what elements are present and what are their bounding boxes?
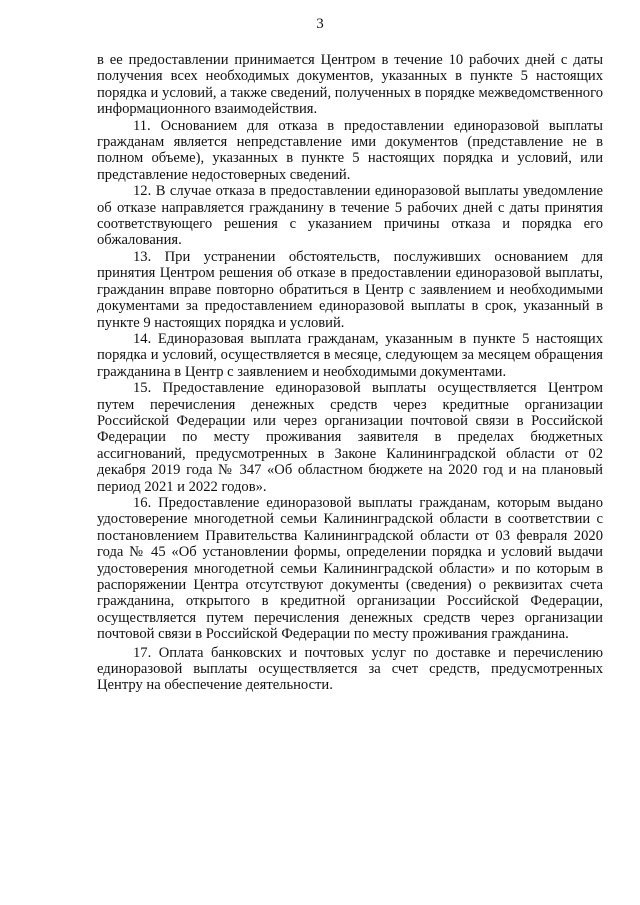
paragraph-17: 17. Оплата банковских и почтовых услуг по доставке и перечислению единоразовой выплаты осуществляется за счет средств, предусмотренных Центру на обеспечение деятельности.	[97, 644, 603, 694]
paragraph-continuation: в ее предоставлении принимается Центром в течение 10 рабочих дней с даты получения всех необходимых документов, указанных в пункте 5 настоящих порядка и условий, а также сведений, полученных в порядке межведомственного информационного взаимодействия.	[97, 52, 603, 118]
paragraph-16: 16. Предоставление единоразовой выплаты гражданам, которым выдано удостоверение многодетной семьи Калининградской области в соответствии с постановлением Правительства Калининградской области от 03 февраля 2020 года № 45 «Об установлении формы, определении порядка и условий выдачи удостоверения многодетной семьи Калининградской области» и по которым в распоряжении Центра отсутствуют документы (сведения) о реквизитах счета гражданина, открытого в кредитной организации Российской Федерации, осуществляется путем перечисления денежных средств через организации почтовой связи в Российской Федерации по месту проживания гражданина.	[97, 494, 603, 643]
paragraph-13: 13. При устранении обстоятельств, послуживших основанием для принятия Центром решения об отказе в предоставлении единоразовой выплаты, гражданин вправе повторно обратиться в Центр с заявлением и необходимыми документами за предоставлением единоразовой выплаты в срок, указанный в пункте 9 настоящих порядка и условий.	[97, 248, 603, 331]
paragraph-14: 14. Единоразовая выплата гражданам, указанным в пункте 5 настоящих порядка и условий, осуществляется в месяце, следующем за месяцем обращения гражданина в Центр с заявлением и необходимыми документами.	[97, 330, 603, 380]
page-number: 3	[316, 16, 324, 32]
document-body	[97, 52, 603, 694]
paragraph-11: 11. Основанием для отказа в предоставлении единоразовой выплаты гражданам является непредставление ими документов (представление не в полном объеме), указанных в пункте 5 настоящих порядка и условий, или представление недостоверных сведений.	[97, 117, 603, 183]
paragraph-12: 12. В случае отказа в предоставлении единоразовой выплаты уведомление об отказе направляется гражданину в течение 5 рабочих дней с даты принятия соответствующего решения с указанием причины отказа и порядка его обжалования.	[97, 183, 603, 249]
paragraph-15: 15. Предоставление единоразовой выплаты осуществляется Центром путем перечисления денежных средств через кредитные организации Российской Федерации или через организации почтовой связи в Российской Федерации по месту проживания заявителя в пределах бюджетных ассигнований, предусмотренных в Законе Калининградской области от 02 декабря 2019 года № 347 «Об областном бюджете на 2020 год и на плановый период 2021 и 2022 годов».	[97, 380, 603, 495]
